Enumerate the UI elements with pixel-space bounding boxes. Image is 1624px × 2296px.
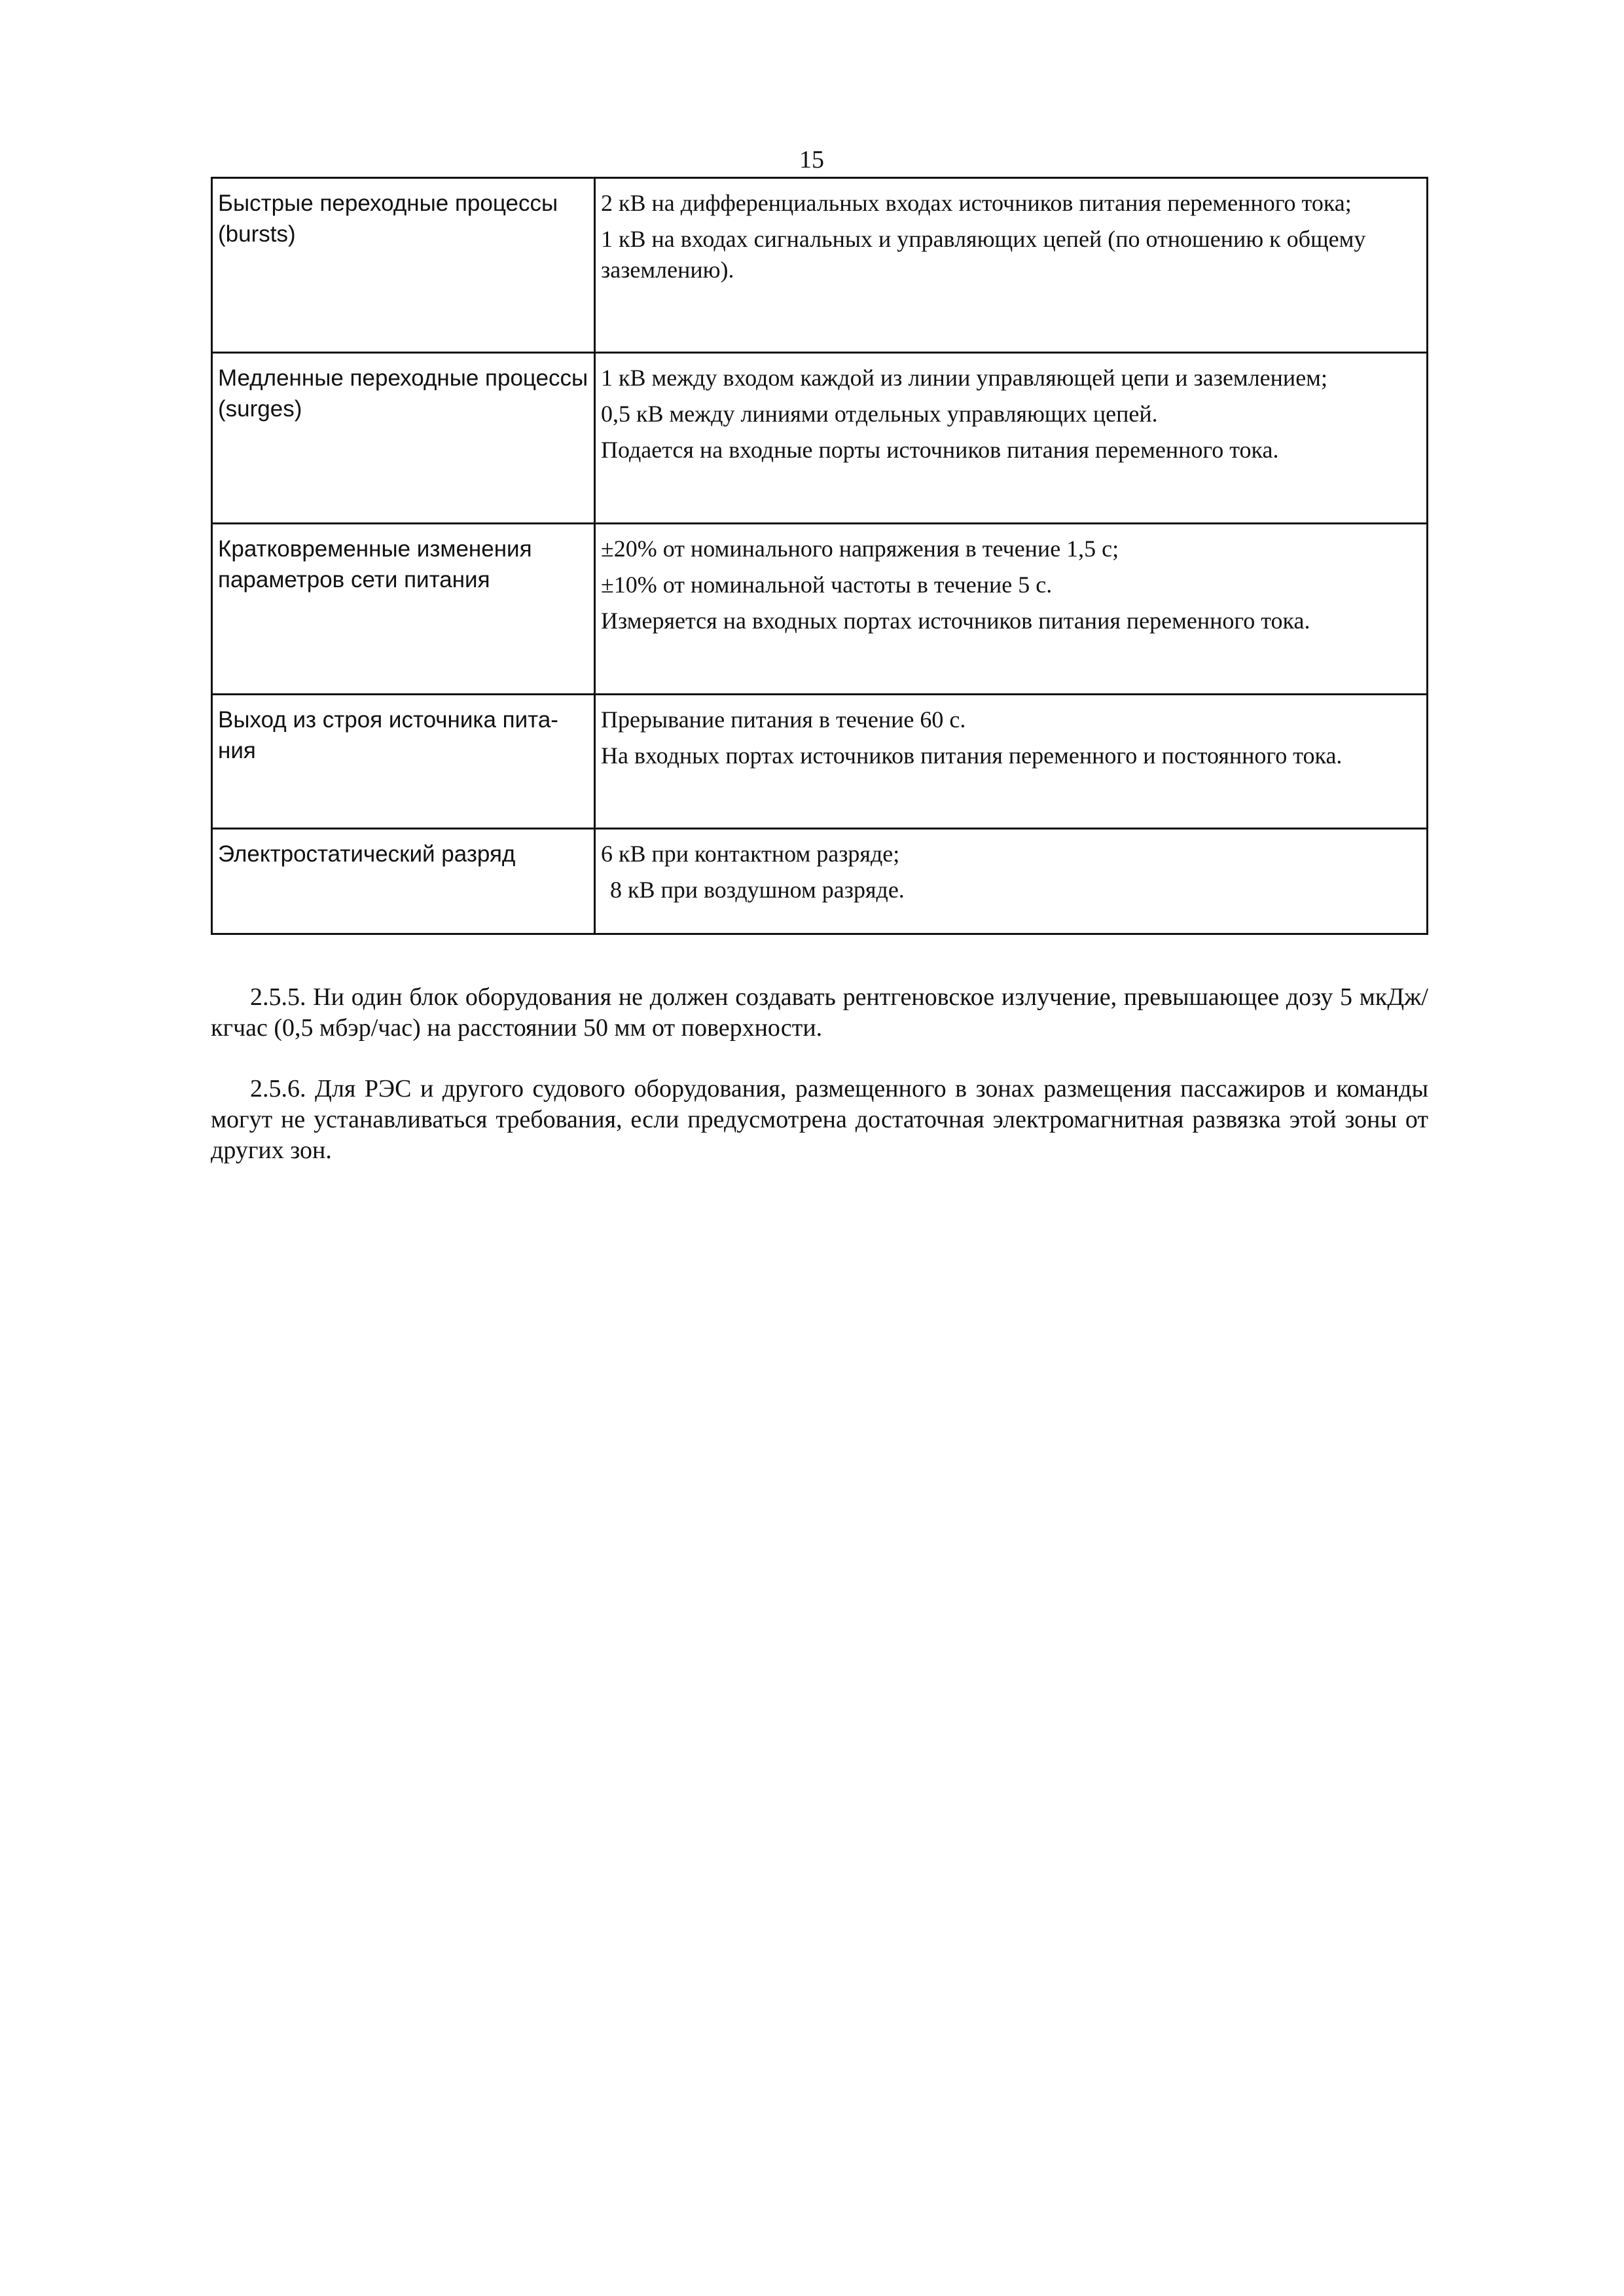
parameter-cell: Электростатический разряд	[212, 829, 595, 934]
paragraph-2-5-5	[211, 982, 1428, 1044]
value-line: 1 кВ на входах сигнальных и управляющих цепей (по отношению к общему заземлению).	[601, 226, 1366, 283]
value-line: Измеряется на входных портах источников питания переменного тока.	[601, 608, 1310, 634]
value-line: Прерывание питания в течение 60 с.	[601, 706, 966, 733]
table-row	[212, 178, 1428, 353]
value-line: 0,5 кВ между линиями отдельных управляющих цепей.	[601, 401, 1158, 427]
paragraph-text: 2.5.5. Ни один блок оборудования не должен создавать рентгеновское излучение, превышающее дозу 5 мкДж/кгчас (0,5 мбэр/час) на расстоянии 50 мм от поверхности.	[211, 983, 1428, 1042]
value-cell	[595, 829, 1428, 934]
value-line: 1 кВ между входом каждой из линии управляющей цепи и заземлением;	[601, 365, 1327, 391]
parameter-cell: Медленные переходные процессы (surges)	[212, 353, 595, 524]
value-line: ±10% от номинальной частоты в течение 5 с.	[601, 572, 1053, 598]
requirements-table	[211, 177, 1428, 935]
paragraph-2-5-6	[211, 1074, 1428, 1166]
value-line: 6 кВ при контактном разряде;	[601, 841, 900, 867]
value-line: Подается на входные порты источников питания переменного тока.	[601, 437, 1279, 463]
parameter-cell: Быстрые переходные процессы (bursts)	[212, 178, 595, 353]
value-line: На входных портах источников питания переменного и постоянного тока.	[601, 742, 1343, 769]
value-cell	[595, 524, 1428, 695]
value-cell	[595, 353, 1428, 524]
value-cell	[595, 695, 1428, 829]
table-row	[212, 829, 1428, 934]
value-line: ±20% от номинального напряжения в течение 1,5 с;	[601, 536, 1119, 562]
paragraph-text: 2.5.6. Для РЭС и другого судового оборудования, размещенного в зонах размещения пассажиров и команды могут не устанавливаться требования, если предусмотрена достаточная электромагнитная развязка этой зоны от других зон.	[211, 1075, 1428, 1164]
parameter-cell: Кратковременные изменения параметров сети питания	[212, 524, 595, 695]
value-cell	[595, 178, 1428, 353]
table-row	[212, 695, 1428, 829]
value-line: 8 кВ при воздушном разряде.	[610, 877, 905, 903]
table-row	[212, 524, 1428, 695]
value-line: 2 кВ на дифференциальных входах источников питания переменного тока;	[601, 190, 1352, 216]
parameter-cell: Выход из строя источника пита-ния	[212, 695, 595, 829]
table-row	[212, 353, 1428, 524]
page-number: 15	[799, 146, 824, 173]
